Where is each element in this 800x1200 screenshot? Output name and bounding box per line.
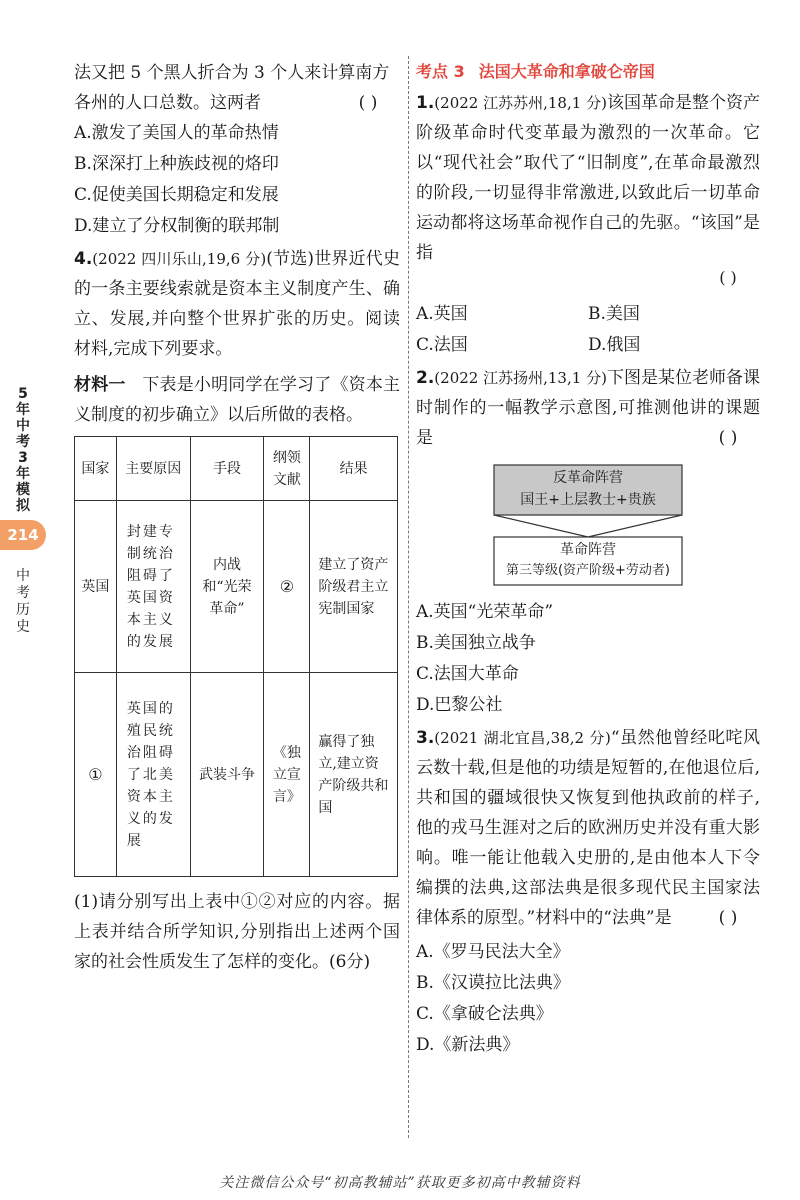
answer-blank[interactable]: ( ) [358, 93, 378, 113]
material-one [74, 370, 400, 430]
margin-tab [0, 386, 46, 646]
series-title [14, 386, 32, 514]
revolution-title: 革命阵营 [560, 542, 616, 558]
table-cell: 内战和“光荣革命” [190, 501, 264, 673]
question-number: 4. [74, 249, 93, 269]
table-row [75, 501, 398, 673]
subject-char: 考 [16, 585, 30, 601]
answer-blank[interactable]: ( ) [718, 428, 738, 448]
series-char: 模 [16, 482, 30, 498]
table-cell[interactable]: ① [75, 673, 117, 877]
table-cell: 英国 [75, 501, 117, 673]
question-text: 该国革命是整个资产阶级革命时代变革最为激烈的一次革命。它以“现代社会”取代了“旧制度”,在革命最激烈的阶段,一切显得非常激进,以致此后一切革命运动都将这场革命视作自己的先驱。“该国”是指 [416, 93, 760, 263]
table-cell[interactable]: ② [264, 501, 310, 673]
series-char: 拟 [16, 498, 30, 514]
q1-options-row [416, 299, 760, 330]
q1-option-b[interactable]: B.美国 [588, 304, 640, 324]
section-tag: 考点 3 [416, 62, 465, 81]
table-cell: 《独立宣言》 [264, 673, 310, 877]
subject-char: 历 [16, 602, 30, 618]
revolution-table [74, 436, 398, 877]
q3-option-d[interactable]: D.《新法典》 [416, 1035, 520, 1055]
counter-revolution-title: 反革命阵营 [553, 470, 623, 486]
q3-option-c[interactable]: C.促使美国长期稳定和发展 [74, 185, 279, 205]
question-number: 1. [416, 93, 435, 113]
q3-option-d[interactable]: D.建立了分权制衡的联邦制 [74, 216, 280, 236]
left-column [74, 58, 400, 977]
q3-option-a[interactable]: A.《罗马民法大全》 [416, 942, 570, 962]
table-cell: 赢得了独立,建立资产阶级共和国 [310, 673, 398, 877]
camp-diagram [416, 459, 760, 591]
q1-option-a[interactable]: A.英国 [416, 304, 468, 324]
section-title: 法国大革命和拿破仑帝国 [478, 62, 655, 81]
q3-continued-line1: 法又把 5 个黑人折合为 3 个人来计算南方 [74, 63, 390, 83]
table-row [75, 673, 398, 877]
q1-option-c[interactable]: C.法国 [416, 335, 468, 355]
question-text: 下图是某位老师备课时制作的一幅教学示意图,可推测他讲的课题是 [416, 368, 760, 448]
question-text: (节选)世界近代史的一条主要线索就是资本主义制度产生、确立、发展,并向整个世界扩张的历史。阅读材料,完成下列要求。 [74, 249, 400, 359]
table-cell: 武装斗争 [190, 673, 264, 877]
q1-option-d[interactable]: D.俄国 [588, 335, 641, 355]
table-header: 结果 [310, 437, 398, 501]
series-char: 5 [18, 386, 28, 402]
series-char: 中 [16, 418, 30, 434]
wedge-line [494, 515, 682, 537]
question-source: (2022 江苏苏州,18,1 分) [434, 94, 607, 112]
q3-option-a[interactable]: A.激发了美国人的革命热情 [74, 123, 279, 143]
table-header: 纲领文献 [264, 437, 310, 501]
q3-option-b[interactable]: B.深深打上种族歧视的烙印 [74, 154, 279, 174]
q1-options-row [416, 330, 760, 361]
table-header: 主要原因 [116, 437, 190, 501]
table-cell: 英国的殖民统治阻碍了北美资本主义的发展 [116, 673, 190, 877]
right-column [416, 58, 760, 1061]
table-cell: 建立了资产阶级君主立宪制国家 [310, 501, 398, 673]
q3-continued-text: 各州的人口总数。这两者 [74, 93, 261, 113]
subject-char: 史 [16, 619, 30, 635]
material-text: 下表是小明同学在学习了《资本主义制度的初步确立》以后所做的表格。 [74, 375, 401, 425]
table-header: 手段 [190, 437, 264, 501]
question-text: “虽然他曾经叱咤风云数十载,但是他的功绩是短暂的,在他退位后,共和国的疆域很快又恢复到他执政前的样子,他的戎马生涯对之后的欧洲历史并没有重大影响。唯一能让他载入史册的,是由他本人下令编撰的法典,这部法典是很多现代民主国家法律体系的原型。”材料中的“法典”是 [416, 728, 760, 928]
question-source: (2021 湖北宜昌,38,2 分) [434, 729, 611, 747]
question-source: (2022 四川乐山,19,6 分) [92, 250, 267, 268]
q2-option-d[interactable]: D.巴黎公社 [416, 695, 503, 715]
q3-option-c[interactable]: C.《拿破仑法典》 [416, 1004, 553, 1024]
section-heading [416, 58, 760, 86]
series-char: 年 [16, 466, 30, 482]
table-cell: 封建专制统治阻碍了英国资本主义的发展 [116, 501, 190, 673]
q2-option-a[interactable]: A.英国“光荣革命” [416, 602, 554, 622]
q1-stem [416, 88, 760, 268]
subject-char: 中 [16, 568, 30, 584]
answer-blank[interactable]: ( ) [719, 268, 737, 287]
question-number: 3. [416, 728, 435, 748]
question-number: 2. [416, 368, 435, 388]
q1-blank-line [416, 268, 760, 299]
q4-subquestion-1: (1)请分别写出上表中①②对应的内容。据上表并结合所学知识,分别指出上述两个国家的社会性质发生了怎样的变化。(6分) [74, 892, 400, 972]
q2-option-c[interactable]: C.法国大革命 [416, 664, 519, 684]
table-header-row [75, 437, 398, 501]
series-char: 3 [18, 450, 28, 466]
q2-option-b[interactable]: B.美国独立战争 [416, 633, 536, 653]
question-source: (2022 江苏扬州,13,1 分) [434, 369, 607, 387]
q3-stem [416, 723, 760, 933]
footer-note: 关注微信公众号“初高教辅站”获取更多初高中教辅资料 [219, 1175, 581, 1191]
q4-stem [74, 244, 400, 364]
column-divider [408, 56, 409, 1138]
revolution-members: 第三等级(资产阶级+劳动者) [505, 563, 671, 578]
q2-stem [416, 363, 760, 453]
counter-revolution-members: 国王+上层教士+贵族 [520, 492, 656, 508]
material-label: 材料一 [74, 375, 126, 395]
answer-blank[interactable]: ( ) [718, 908, 738, 928]
table-header: 国家 [75, 437, 117, 501]
page-number-badge: 214 [0, 520, 46, 550]
series-char: 考 [16, 434, 30, 450]
q3-option-b[interactable]: B.《汉谟拉比法典》 [416, 973, 570, 993]
series-char: 年 [16, 402, 30, 418]
q3-continued-line2 [74, 88, 400, 118]
subject-label [14, 568, 32, 636]
